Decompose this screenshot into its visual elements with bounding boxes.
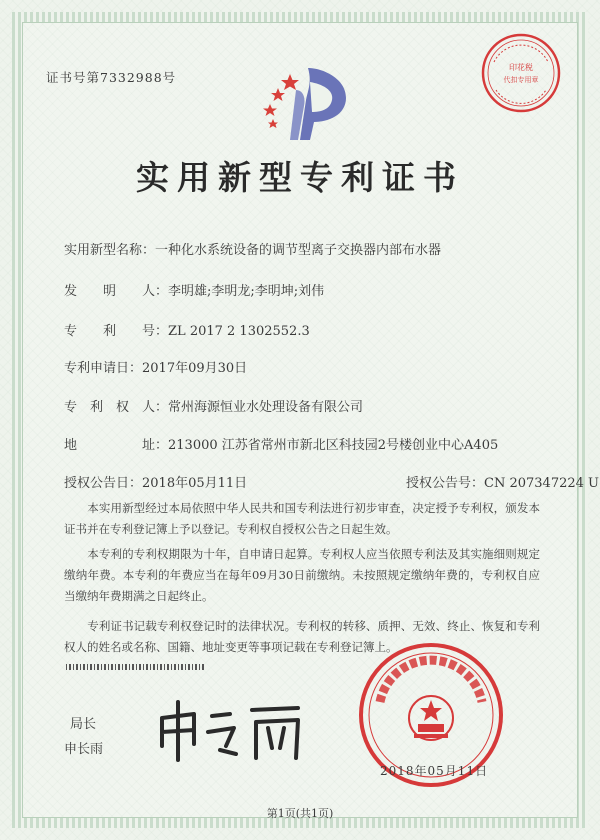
certificate-number: 证书号第7332988号 xyxy=(46,70,177,85)
field-value: ZL 2017 2 1302552.3 xyxy=(168,324,310,339)
field-inventor xyxy=(64,280,324,299)
field-address xyxy=(64,434,498,453)
page-footer: 第1页(共1页) xyxy=(266,807,334,820)
svg-text:印花税: 印花税 xyxy=(509,63,533,72)
field-patentee xyxy=(64,396,363,415)
tax-stamp-seal xyxy=(480,32,562,114)
field-value: 一种化水系统设备的调节型离子交换器内部布水器 xyxy=(155,243,442,258)
body-paragraph xyxy=(64,498,540,540)
field-label: 授权公告号： xyxy=(406,476,485,491)
barcode-strip xyxy=(66,664,206,670)
field-label: 专利申请日： xyxy=(64,361,143,376)
field-label: 授权公告日： xyxy=(64,476,143,491)
field-patent-number xyxy=(64,320,310,339)
field-label: 实用新型名称： xyxy=(64,243,156,258)
seal-date: 2018年05月11日 xyxy=(380,764,489,778)
field-value: 常州海源恒业水处理设备有限公司 xyxy=(168,400,364,415)
field-value: 2017年09月30日 xyxy=(142,361,248,376)
handwritten-signature xyxy=(148,688,318,768)
field-label: 专 利 号： xyxy=(64,324,169,339)
patent-office-logo-icon xyxy=(250,60,360,145)
grant-number xyxy=(406,472,599,491)
field-filing-date xyxy=(64,357,247,376)
svg-text:代扣专用章: 代扣专用章 xyxy=(503,76,539,84)
paragraph-text: 本实用新型经过本局依照中华人民共和国专利法进行初步审查，决定授予专利权，颁发本证书并在专利登记簿上予以登记。专利权自授权公告之日起生效。 xyxy=(64,501,541,536)
field-value: 李明雄;李明龙;李明坤;刘伟 xyxy=(168,284,325,299)
field-label: 发 明 人： xyxy=(64,284,169,299)
field-label: 专 利 权 人： xyxy=(64,400,169,415)
paragraph-text: 本专利的专利权期限为十年，自申请日起算。专利权人应当依照专利法及其实施细则规定缴纳年费。本专利的年费应当在每年09月30日前缴纳。未按照规定缴纳年费的，专利权自应当缴纳年费期满之日起终止。 xyxy=(64,547,541,603)
field-utility-model-name xyxy=(64,239,441,258)
field-label: 地 址： xyxy=(64,438,169,453)
field-value: 2018年05月11日 xyxy=(142,476,248,491)
signer-name: 申长雨 xyxy=(64,742,104,757)
signer-title: 局长 xyxy=(70,717,97,732)
field-grant-announcement xyxy=(64,472,599,491)
paragraph-text: 专利证书记载专利权登记时的法律状况。专利权的转移、质押、无效、终止、恢复和专利权人的姓名或名称、国籍、地址变更等事项记载在专利登记簿上。 xyxy=(64,619,541,654)
body-paragraph xyxy=(64,544,540,607)
field-value: 213000 江苏省常州市新北区科技园2号楼创业中心A405 xyxy=(168,438,499,453)
field-value: CN 207347224 U xyxy=(484,476,599,491)
certificate-title: 实用新型专利证书 xyxy=(136,158,464,197)
